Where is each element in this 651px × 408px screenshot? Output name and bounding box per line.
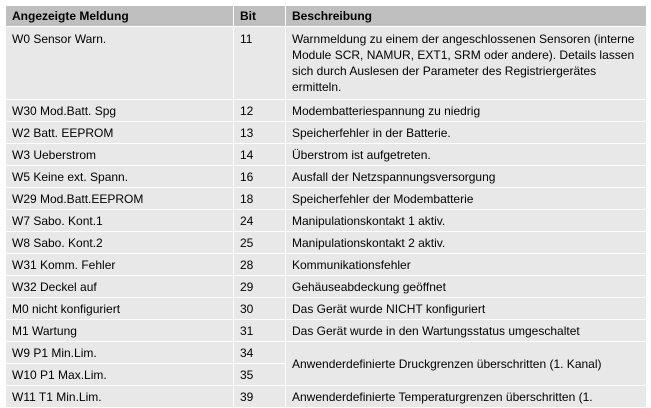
header-bit: Bit — [234, 6, 286, 27]
description-cell: Überstrom ist aufgetreten. — [286, 144, 647, 166]
table-row — [6, 144, 647, 166]
table-row — [6, 320, 647, 342]
bit-cell: 12 — [234, 100, 286, 122]
message-cell: W3 Ueberstrom — [6, 144, 234, 166]
description-cell: Modembatteriespannung zu niedrig — [286, 100, 647, 122]
message-cell: W32 Deckel auf — [6, 276, 234, 298]
bit-cell: 14 — [234, 144, 286, 166]
bit-cell: 25 — [234, 232, 286, 254]
message-cell: W2 Batt. EEPROM — [6, 122, 234, 144]
message-cell: M1 Wartung — [6, 320, 234, 342]
description-cell: Anwenderdefinierte Temperaturgrenzen überschritten (1. — [286, 386, 647, 408]
table-row — [6, 232, 647, 254]
table-row — [6, 100, 647, 122]
table-row — [6, 166, 647, 188]
message-cell: W0 Sensor Warn. — [6, 27, 234, 100]
table-row — [6, 298, 647, 320]
table-row — [6, 254, 647, 276]
description-cell: Ausfall der Netzspannungsversorgung — [286, 166, 647, 188]
description-cell: Speicherfehler der Modembatterie — [286, 188, 647, 210]
bit-cell: 34 — [234, 342, 286, 364]
table-row — [6, 122, 647, 144]
description-cell: Manipulationskontakt 1 aktiv. — [286, 210, 647, 232]
bit-cell: 28 — [234, 254, 286, 276]
message-cell: W31 Komm. Fehler — [6, 254, 234, 276]
message-cell: M0 nicht konfiguriert — [6, 298, 234, 320]
message-cell: W5 Keine ext. Spann. — [6, 166, 234, 188]
message-cell: W9 P1 Min.Lim. — [6, 342, 234, 364]
message-cell: W29 Mod.Batt.EEPROM — [6, 188, 234, 210]
header-beschreibung: Beschreibung — [286, 6, 647, 27]
bit-cell: 24 — [234, 210, 286, 232]
table-header-row — [6, 6, 647, 27]
description-cell: Kommunikationsfehler — [286, 254, 647, 276]
message-cell: W11 T1 Min.Lim. — [6, 386, 234, 408]
bit-cell: 31 — [234, 320, 286, 342]
description-cell: Manipulationskontakt 2 aktiv. — [286, 232, 647, 254]
description-cell: Gehäuseabdeckung geöffnet — [286, 276, 647, 298]
message-cell: W8 Sabo. Kont.2 — [6, 232, 234, 254]
table-row — [6, 210, 647, 232]
bit-cell: 13 — [234, 122, 286, 144]
bit-cell: 35 — [234, 364, 286, 386]
table-row — [6, 276, 647, 298]
table-row — [6, 386, 647, 408]
description-cell: Das Gerät wurde NICHT konfiguriert — [286, 298, 647, 320]
message-cell: W7 Sabo. Kont.1 — [6, 210, 234, 232]
bit-cell: 16 — [234, 166, 286, 188]
table-row — [6, 188, 647, 210]
description-cell: Das Gerät wurde in den Wartungsstatus umgeschaltet — [286, 320, 647, 342]
description-cell: Anwenderdefinierte Druckgrenzen überschritten (1. Kanal) — [286, 342, 647, 386]
message-cell: W30 Mod.Batt. Spg — [6, 100, 234, 122]
table-row — [6, 27, 647, 100]
bit-cell: 18 — [234, 188, 286, 210]
table-row — [6, 342, 647, 364]
description-cell: Speicherfehler in der Batterie. — [286, 122, 647, 144]
message-cell: W10 P1 Max.Lim. — [6, 364, 234, 386]
bit-cell: 39 — [234, 386, 286, 408]
status-messages-table — [5, 5, 647, 408]
bit-cell: 29 — [234, 276, 286, 298]
header-angezeigte-meldung: Angezeigte Meldung — [6, 6, 234, 27]
description-cell: Warnmeldung zu einem der angeschlossenen Sensoren (interne Module SCR, NAMUR, EXT1, SRM oder andere). Details lassen sich durch Auslesen der Parameter des Registriergerätes ermitteln. — [286, 27, 647, 100]
bit-cell: 30 — [234, 298, 286, 320]
bit-cell: 11 — [234, 27, 286, 100]
